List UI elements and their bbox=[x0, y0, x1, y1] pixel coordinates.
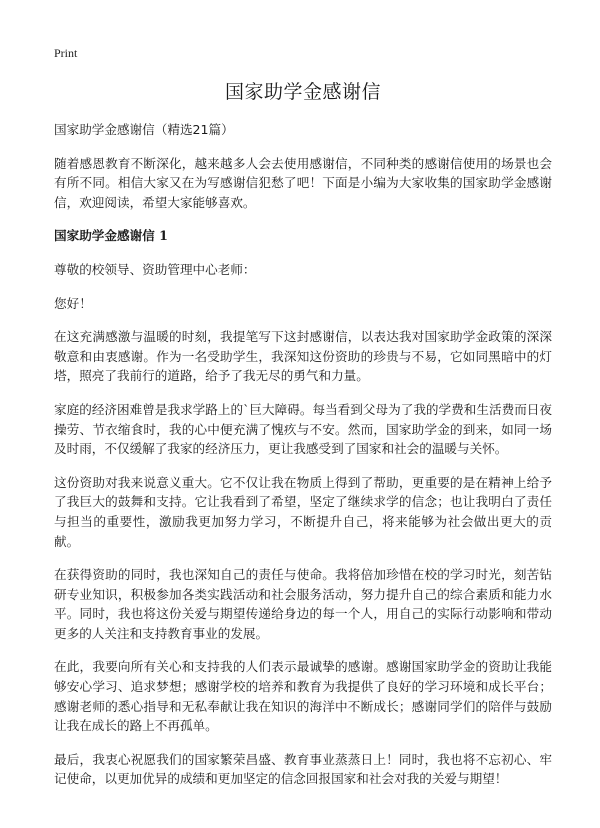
letter-greeting: 您好！ bbox=[54, 295, 92, 311]
letter-paragraph: 在这充满感激与温暖的时刻，我提笔写下这封感谢信，以表达我对国家助学金政策的深深敬意和由衷感谢。作为一名受助学生，我深知这份资助的珍贵与不易，它如同黑暗中的灯塔，照亮了我前行的道路，给予了我无尽的勇气和力量。 bbox=[54, 329, 552, 384]
letter-paragraph: 在获得资助的同时，我也深知自己的责任与使命。我将倍加珍惜在校的学习时光，刻苦钻研专业知识，积极参加各类实践活动和社会服务活动，努力提升自己的综合素质和能力水平。同时，我也将这份关爱与期望传递给身边的每一个人，用自己的实际行动影响和带动更多的人关注和支持教育事业的发展。 bbox=[54, 567, 552, 641]
document-body bbox=[54, 80, 552, 803]
page-title: 国家助学金感谢信 bbox=[224, 81, 381, 103]
letter-paragraph: 家庭的经济困难曾是我求学路上的`巨大障碍。每当看到父母为了我的学费和生活费而日夜操劳、节衣缩食时，我的心中便充满了愧疚与不安。然而，国家助学金的到来，如同一场及时雨，不仅缓解了我家的经济压力，更让我感受到了国家和社会的温暖与关怀。 bbox=[54, 401, 552, 457]
print-link[interactable]: Print bbox=[54, 46, 78, 60]
document-subtitle: 国家助学金感谢信（精选21篇） bbox=[54, 122, 234, 137]
letter-salutation: 尊敬的校领导、资助管理中心老师： bbox=[54, 261, 256, 277]
letter-paragraph: 在此，我要向所有关心和支持我的人们表示最诚挚的感谢。感谢国家助学金的资助让我能够安心学习、追求梦想；感谢学校的培养和教育为我提供了良好的学习环境和成长平台；感谢老师的悉心指导和无私奉献让我在知识的海洋中不断成长；感谢同学们的陪伴与鼓励让我在成长的路上不再孤单。 bbox=[54, 659, 552, 734]
letter-paragraph: 这份资助对我来说意义重大。它不仅让我在物质上得到了帮助，更重要的是在精神上给予了我巨大的鼓舞和支持。它让我看到了希望，坚定了继续求学的信念；也让我明白了责任与担当的重要性，激励我更加努力学习，不断提升自己，将来能够为社会做出更大的贡献。 bbox=[54, 474, 552, 549]
intro-paragraph: 随着感恩教育不断深化，越来越多人会去使用感谢信，不同种类的感谢信使用的场景也会有所不同。相信大家又在为写感谢信犯愁了吧！下面是小编为大家收集的国家助学金感谢信，欢迎阅读，希望大家能够喜欢。 bbox=[54, 155, 552, 210]
letter-closing-paragraph: 最后，我衷心祝愿我们的国家繁荣昌盛、教育事业蒸蒸日上！同时，我也将不忘初心、牢记使命，以更加优异的成绩和更加坚定的信念回报国家和社会对我的关爱与期望！ bbox=[54, 751, 552, 787]
section-heading: 国家助学金感谢信 1 bbox=[54, 228, 168, 244]
